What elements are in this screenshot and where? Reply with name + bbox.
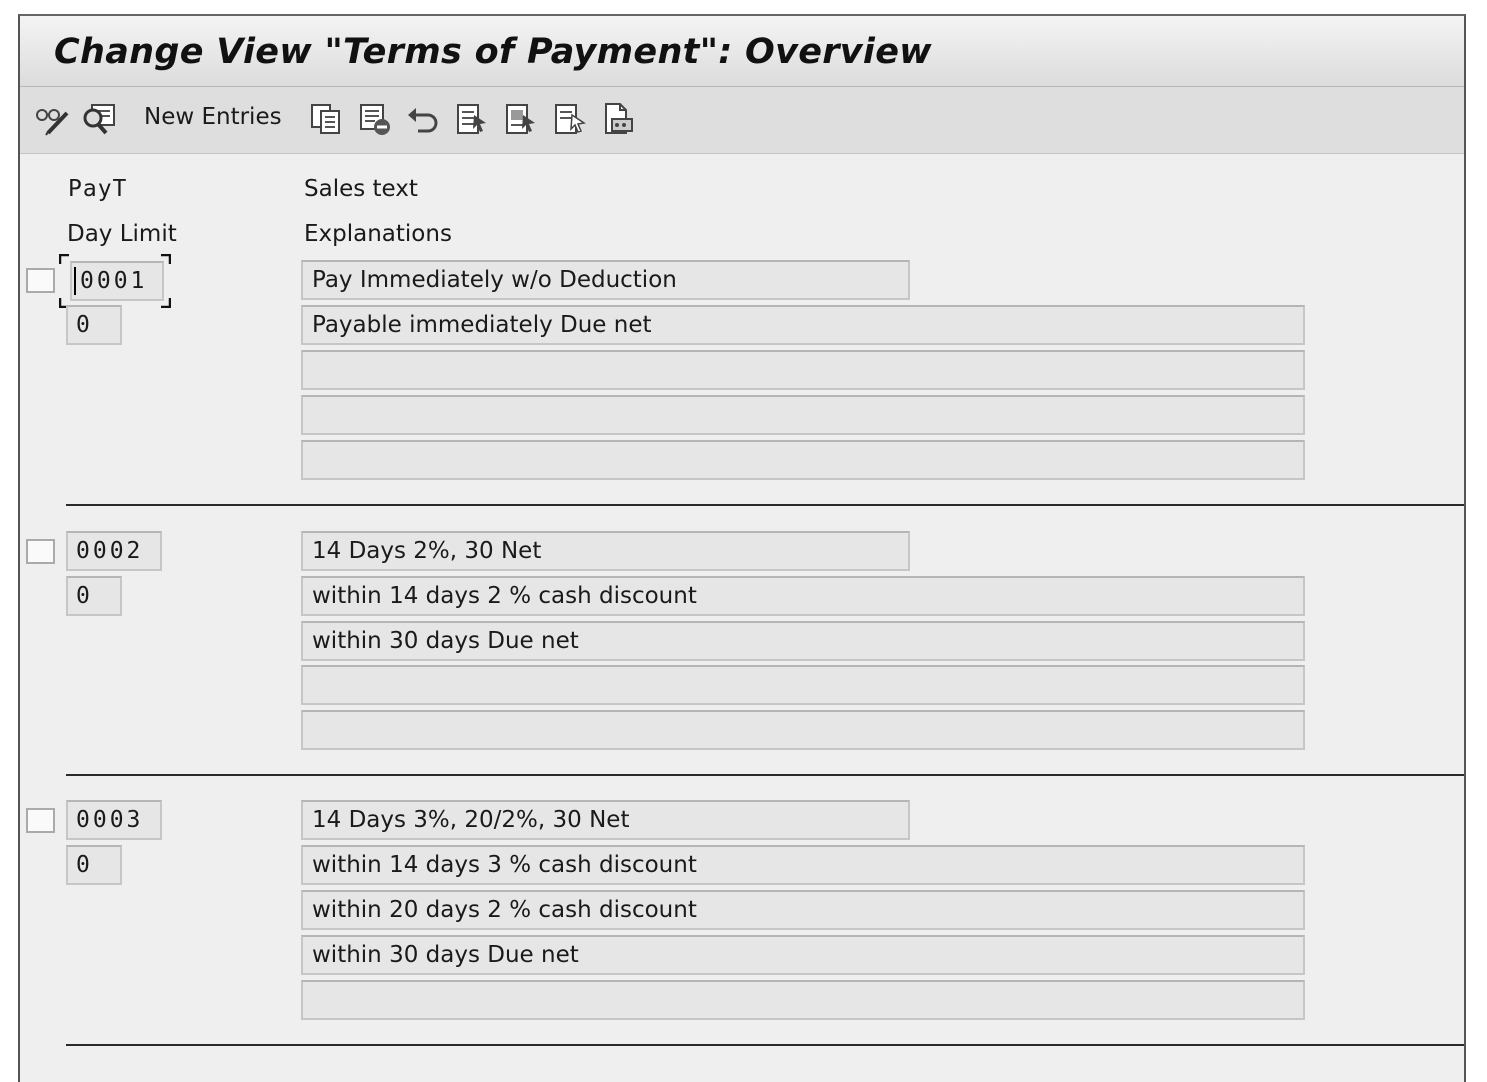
text-cursor: [74, 267, 76, 295]
deselect-all-icon[interactable]: [552, 101, 588, 137]
copy-icon[interactable]: [308, 101, 344, 137]
page-title: Change View "Terms of Payment": Overview: [54, 32, 932, 72]
title-bar: [20, 16, 1464, 87]
display-change-icon[interactable]: [34, 101, 70, 137]
sales-text-field[interactable]: 14 Days 2%, 30 Net: [301, 531, 910, 571]
row-separator: [66, 1044, 1464, 1046]
undo-icon[interactable]: [404, 101, 440, 137]
payt-field[interactable]: 0001: [70, 261, 164, 301]
day-limit-field[interactable]: 0: [66, 576, 122, 616]
explanation-field[interactable]: Payable immediately Due net: [301, 305, 1305, 345]
print-icon[interactable]: [600, 101, 636, 137]
day-limit-field[interactable]: 0: [66, 305, 122, 345]
explanation-field[interactable]: within 30 days Due net: [301, 621, 1305, 661]
new-entries-button[interactable]: New Entries: [144, 104, 282, 130]
column-header-payt: PayT: [68, 176, 128, 202]
payt-field[interactable]: 0002: [66, 531, 162, 571]
details-icon[interactable]: [82, 101, 118, 137]
toolbar: [20, 87, 1464, 154]
payt-field[interactable]: 0003: [66, 800, 162, 840]
day-limit-field[interactable]: 0: [66, 845, 122, 885]
explanation-field[interactable]: within 14 days 3 % cash discount: [301, 845, 1305, 885]
explanation-field[interactable]: [301, 395, 1305, 435]
explanation-field[interactable]: [301, 710, 1305, 750]
explanation-field[interactable]: [301, 440, 1305, 480]
select-block-icon[interactable]: [503, 101, 539, 137]
column-header-explanations: Explanations: [304, 221, 452, 247]
row-select-checkbox[interactable]: [26, 808, 55, 833]
row-select-checkbox[interactable]: [26, 268, 55, 293]
row-select-checkbox[interactable]: [26, 539, 55, 564]
explanation-field[interactable]: within 30 days Due net: [301, 935, 1305, 975]
app-window: [18, 14, 1466, 1082]
row-separator: [66, 504, 1464, 506]
explanation-field[interactable]: within 20 days 2 % cash discount: [301, 890, 1305, 930]
column-header-day-limit: Day Limit: [67, 221, 177, 247]
explanation-field[interactable]: [301, 665, 1305, 705]
explanation-field[interactable]: [301, 350, 1305, 390]
explanation-field[interactable]: [301, 980, 1305, 1020]
sales-text-field[interactable]: Pay Immediately w/o Deduction: [301, 260, 910, 300]
explanation-field[interactable]: within 14 days 2 % cash discount: [301, 576, 1305, 616]
sales-text-field[interactable]: 14 Days 3%, 20/2%, 30 Net: [301, 800, 910, 840]
select-all-icon[interactable]: [454, 101, 490, 137]
delete-icon[interactable]: [357, 101, 393, 137]
row-separator: [66, 774, 1464, 776]
column-header-sales-text: Sales text: [304, 176, 418, 202]
